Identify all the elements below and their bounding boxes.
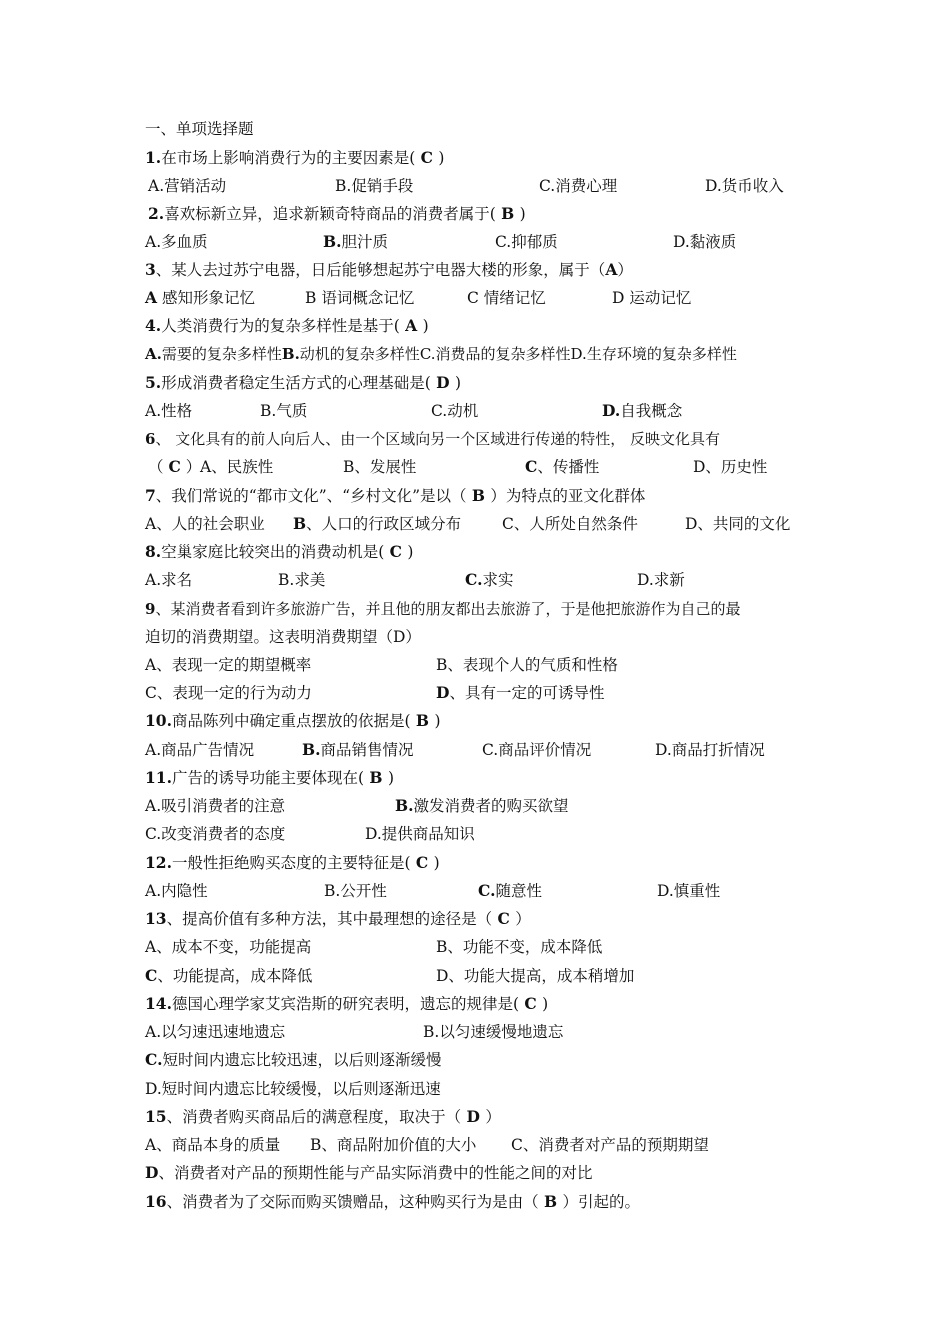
question-12: 12.一般性拒绝购买态度的主要特征是( C ) <box>145 853 440 872</box>
option-b: B、发展性 <box>343 458 417 476</box>
question-5: 5.形成消费者稳定生活方式的心理基础是( D ) <box>145 373 462 392</box>
question-9-options-1 <box>145 652 810 678</box>
option-b: B.求美 <box>278 571 326 589</box>
question-14-option-c: C.短时间内遗忘比较迅速，以后则逐渐缓慢 <box>145 1050 442 1069</box>
question-10-options <box>145 737 810 763</box>
option-a: A、成本不变，功能提高 <box>145 938 312 956</box>
question-1-options <box>145 173 810 199</box>
option-c: C、传播性 <box>525 457 600 476</box>
option-d: D、历史性 <box>693 458 768 476</box>
question-10: 10.商品陈列中确定重点摆放的依据是( B ) <box>145 711 441 730</box>
option-b: B.激发消费者的购买欲望 <box>395 796 569 815</box>
question-7: 7、我们常说的“都市文化”、“乡村文化”是以（ B ）为特点的亚文化群体 <box>145 486 646 505</box>
question-8: 8.空巢家庭比较突出的消费动机是( C ) <box>145 542 414 561</box>
section-title: 一、单项选择题 <box>145 120 254 138</box>
question-2-options <box>145 229 810 255</box>
question-12-options <box>145 878 810 904</box>
option-c: C.求实 <box>465 570 514 589</box>
option-b: B.气质 <box>260 402 308 420</box>
question-6: 6、 文化具有的前人向后人、由一个区域向另一个区域进行传递的特性， 反映文化具有 <box>145 430 720 448</box>
answer: D <box>461 1107 486 1126</box>
option-c: C.商品评价情况 <box>482 741 592 759</box>
question-13: 13、提高价值有多种方法，其中最理想的途径是（ C ） <box>145 909 531 928</box>
question-11-options-1 <box>145 793 810 819</box>
option-d: D、功能大提高，成本稍增加 <box>436 967 635 985</box>
question-16: 16、消费者为了交际而购买馈赠品，这种购买行为是由（ B ）引起的。 <box>145 1192 641 1211</box>
option-d: D.货币收入 <box>705 177 784 195</box>
option-a: A.营销活动 <box>148 177 227 195</box>
option-a: A.内隐性 <box>145 882 208 900</box>
option-d: 生存环境的复杂多样性 <box>586 345 737 363</box>
option-a: A 感知形象记忆 <box>145 288 255 307</box>
option-c: C、人所处自然条件 <box>502 515 638 533</box>
answer: C <box>415 148 439 167</box>
answer: A <box>399 316 423 335</box>
option-c: C、表现一定的行为动力 <box>145 684 312 702</box>
question-14-options-1 <box>145 1019 810 1045</box>
question-13-options-2 <box>145 963 810 989</box>
option-d: D.黏液质 <box>673 233 737 251</box>
option-c: C.随意性 <box>478 881 542 900</box>
option-c: C.改变消费者的态度 <box>145 825 286 843</box>
option-d: D.慎重性 <box>657 882 721 900</box>
option-a: A、人的社会职业 <box>145 515 265 533</box>
option-a: A.商品广告情况 <box>145 741 255 759</box>
option-b: B、表现个人的气质和性格 <box>436 656 618 674</box>
question-11: 11.广告的诱导功能主要体现在( B ) <box>145 768 394 787</box>
option-d: D.商品打折情况 <box>655 741 765 759</box>
option-c: C.抑郁质 <box>495 233 558 251</box>
option-c: 消费品的复杂多样性 <box>435 345 571 363</box>
question-9: 9、某消费者看到许多旅游广告，并且他的朋友都出去旅游了，于是他把旅游作为自己的最 <box>145 600 741 618</box>
option-b: B.公开性 <box>324 882 387 900</box>
option-b: B、功能不变，成本降低 <box>436 938 603 956</box>
question-14: 14.德国心理学家艾宾浩斯的研究表明，遗忘的规律是( C ) <box>145 994 549 1013</box>
option-d: D.提供商品知识 <box>365 825 475 843</box>
option-d: D、具有一定的可诱导性 <box>436 683 605 702</box>
question-13-options-1 <box>145 934 810 960</box>
option-a: A.求名 <box>145 571 193 589</box>
question-9-line-2: 迫切的消费期望。这表明消费期望（D） <box>145 628 421 646</box>
option-a: A.以匀速迅速地遗忘 <box>145 1023 286 1041</box>
question-15-options <box>145 1132 810 1158</box>
question-4-options: A.需要的复杂多样性B.动机的复杂多样性C.消费品的复杂多样性D.生存环境的复杂多样性 <box>145 345 737 363</box>
option-a: 需要的复杂多样性 <box>161 345 282 363</box>
option-b: 动机的复杂多样性 <box>299 345 420 363</box>
option-b: B、商品附加价值的大小 <box>310 1136 477 1154</box>
answer: C <box>410 853 434 872</box>
question-2: 2.喜欢标新立异，追求新颖奇特商品的消费者属于( B ) <box>148 204 526 223</box>
answer: B <box>538 1192 563 1211</box>
option-a: A.多血质 <box>145 233 208 251</box>
answer: B <box>364 768 388 787</box>
option-c: C 情绪记忆 <box>467 289 546 307</box>
answer: C <box>492 909 516 928</box>
question-11-options-2 <box>145 821 810 847</box>
question-6-line-2: （ C ） A、民族性 B、发展性 C、传播性 D、历史性 <box>145 454 810 480</box>
question-7-options <box>145 511 810 537</box>
option-d: D 运动记忆 <box>612 289 692 307</box>
option-c: C、功能提高，成本降低 <box>145 966 313 985</box>
option-d: D.求新 <box>637 571 685 589</box>
answer: B <box>495 204 520 223</box>
answer: B <box>466 486 491 505</box>
question-3: 3、某人去过苏宁电器，日后能够想起苏宁电器大楼的形象，属于（A） <box>145 260 633 279</box>
option-c: C.消费心理 <box>539 177 618 195</box>
question-15: 15、消费者购买商品后的满意程度，取决于（ D ） <box>145 1107 501 1126</box>
option-b: B 语词概念记忆 <box>305 289 415 307</box>
question-15-option-d: D、消费者对产品的预期性能与产品实际消费中的性能之间的对比 <box>145 1163 593 1182</box>
option-b: B.促销手段 <box>335 177 414 195</box>
option-a: A、表现一定的期望概率 <box>145 656 312 674</box>
option-a: A、民族性 <box>200 458 274 476</box>
answer: A <box>605 260 618 279</box>
question-4: 4.人类消费行为的复杂多样性是基于( A ) <box>145 316 429 335</box>
option-b: B、人口的行政区域分布 <box>293 514 462 533</box>
question-3-options <box>145 285 810 311</box>
option-b: B.以匀速缓慢地遗忘 <box>423 1023 564 1041</box>
answer: C <box>168 457 181 476</box>
question-5-options <box>145 398 810 424</box>
answer: C <box>384 542 408 561</box>
option-c: C、消费者对产品的预期期望 <box>511 1136 709 1154</box>
question-8-options <box>145 567 810 593</box>
question-9-options-2 <box>145 680 810 706</box>
option-a: A.性格 <box>145 402 193 420</box>
answer: D <box>430 373 455 392</box>
option-b: B.胆汁质 <box>323 232 389 251</box>
option-d: D.自我概念 <box>602 401 683 420</box>
option-b: B.商品销售情况 <box>302 740 414 759</box>
answer: B <box>410 711 435 730</box>
question-14-option-d: D.短时间内遗忘比较缓慢，以后则逐渐迅速 <box>145 1080 441 1098</box>
option-d: D、共同的文化 <box>685 515 791 533</box>
option-c: C.动机 <box>431 402 479 420</box>
option-a: A、商品本身的质量 <box>145 1136 281 1154</box>
question-1: 1.在市场上影响消费行为的主要因素是( C ) <box>145 148 445 167</box>
option-a: A.吸引消费者的注意 <box>145 797 286 815</box>
answer: C <box>519 994 543 1013</box>
